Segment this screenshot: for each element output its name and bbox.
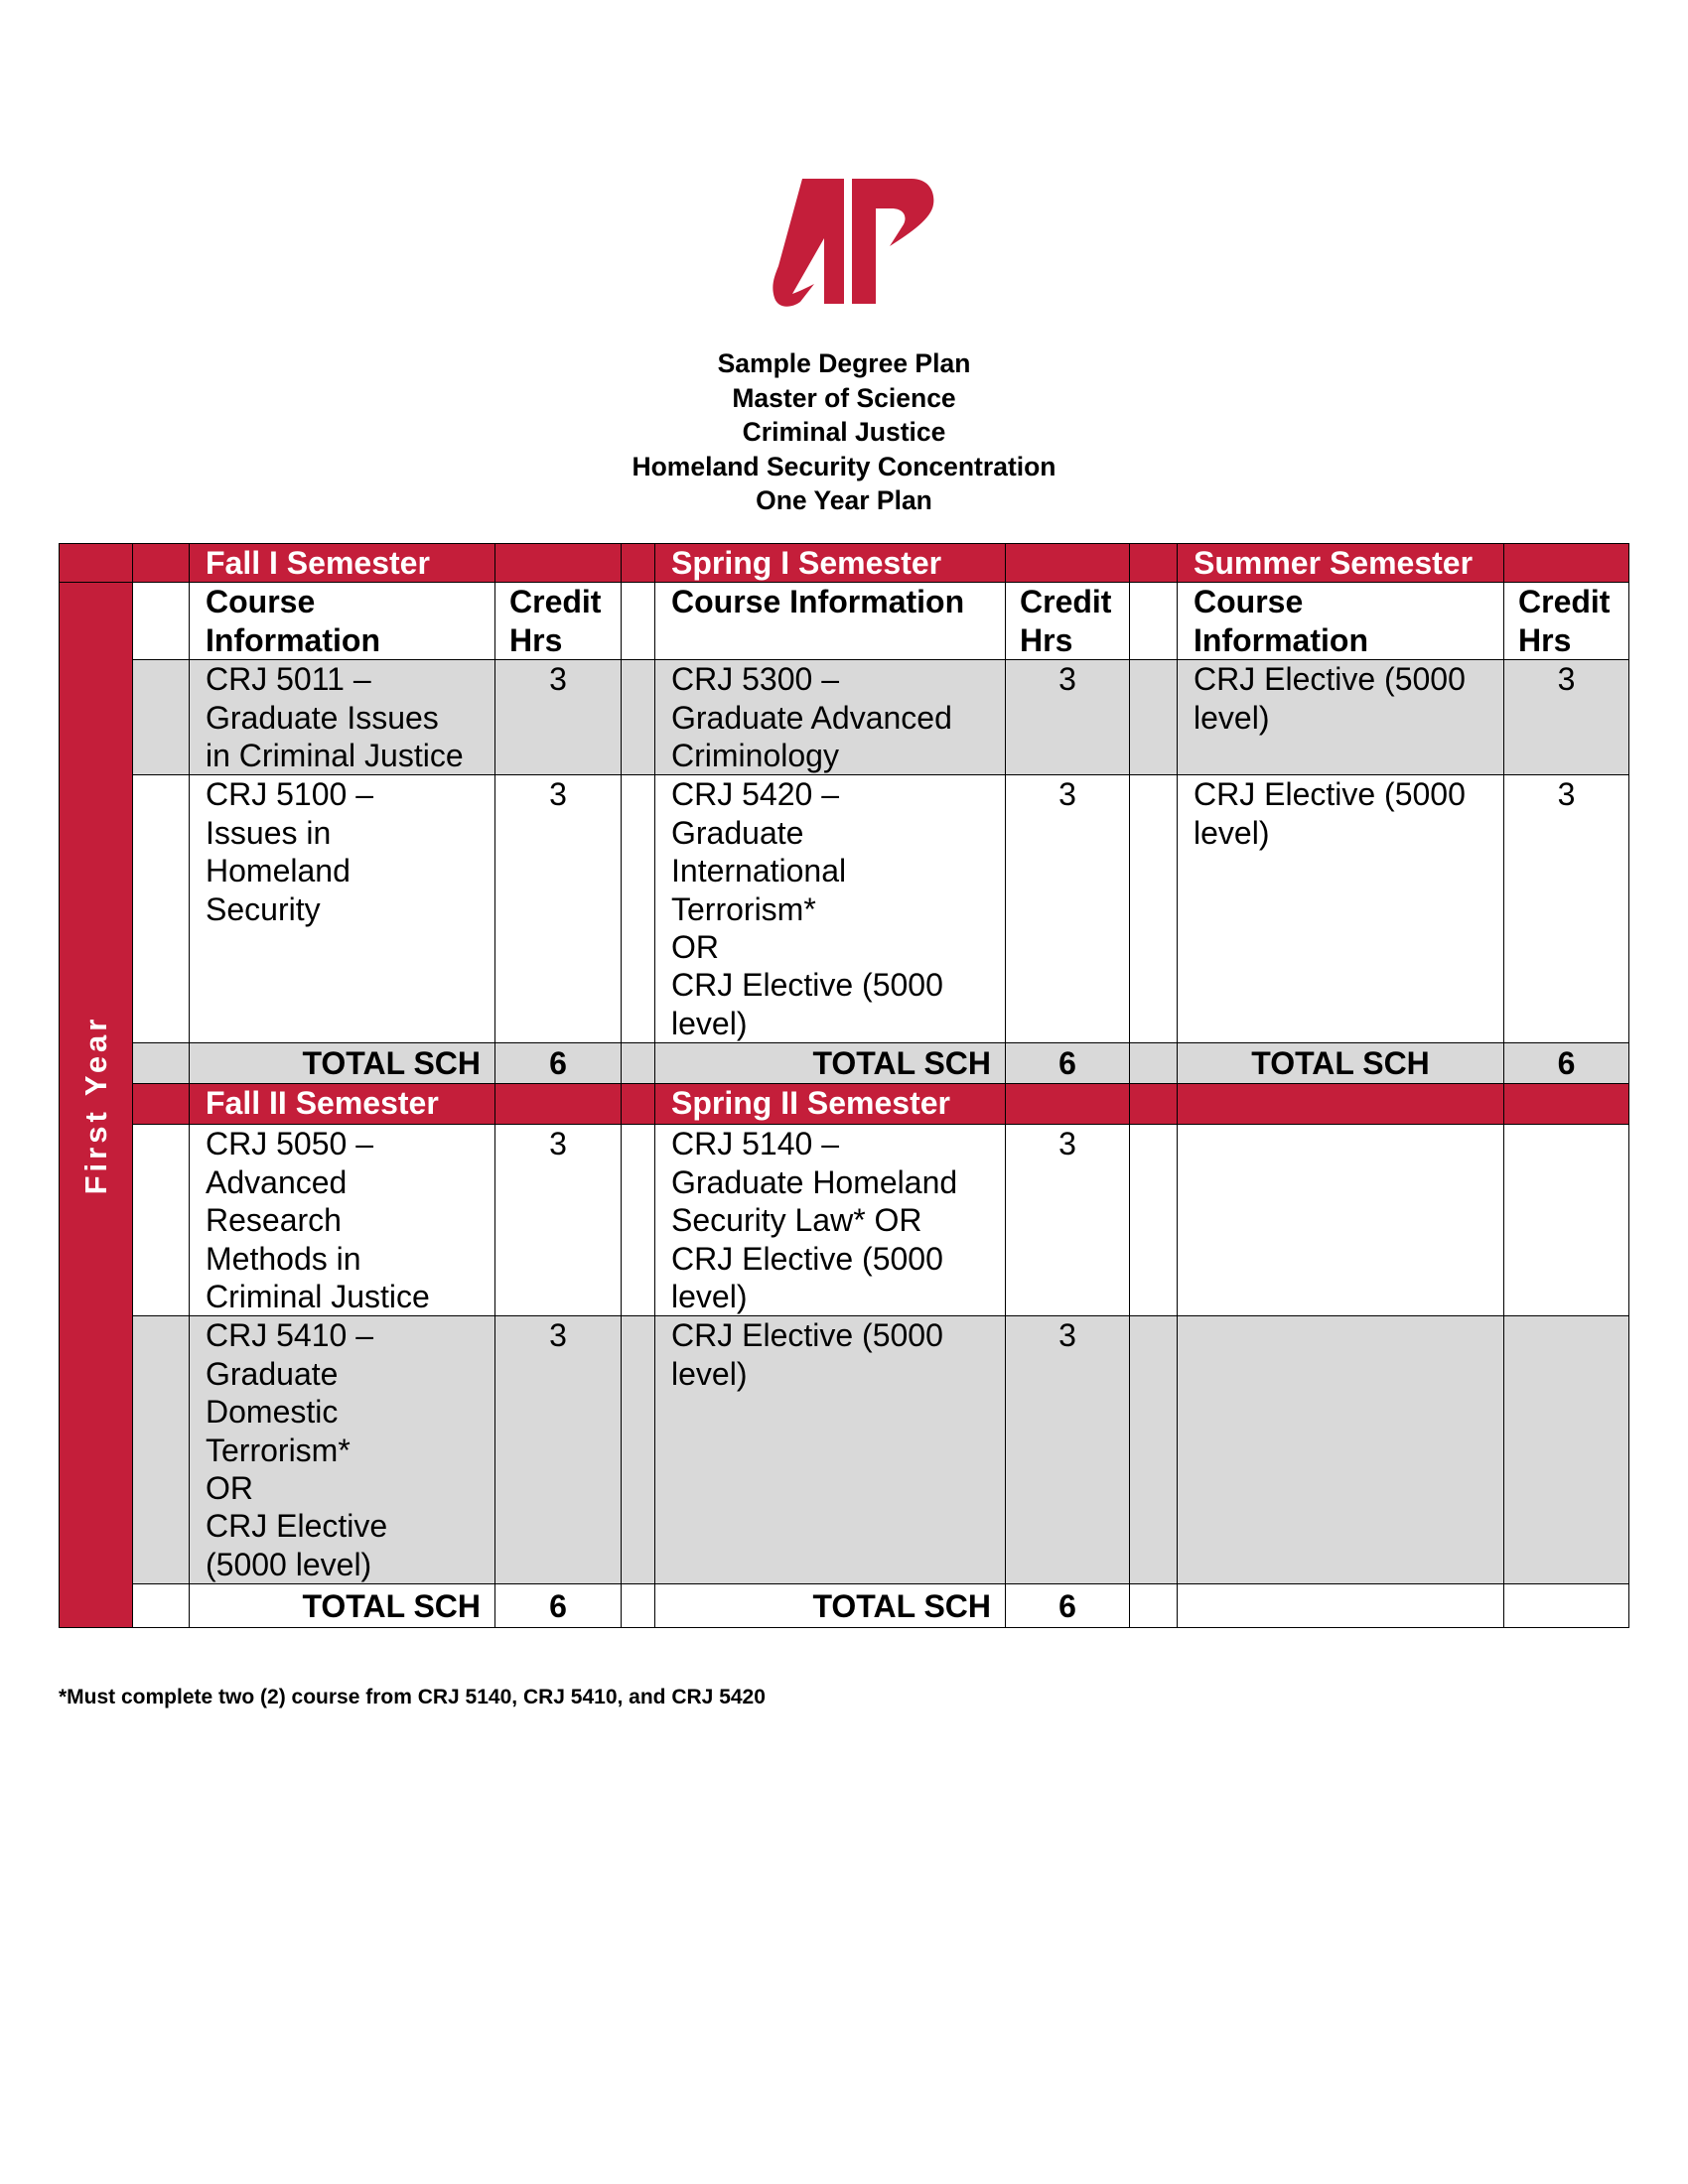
total-sch-label: TOTAL SCH (655, 1584, 1006, 1628)
empty-cell (622, 660, 655, 775)
header-line: Course (1194, 584, 1304, 620)
course-row (60, 660, 1629, 775)
summer-semester-header: Summer Semester (1178, 544, 1504, 583)
credit-cell: 3 (1006, 1125, 1130, 1316)
title-line-2: Master of Science (732, 382, 956, 413)
course-line: CRJ Elective (5000 (671, 1317, 943, 1354)
credit-cell: 3 (495, 1316, 622, 1584)
empty-cell (1504, 1316, 1629, 1584)
empty-cell (1178, 1084, 1504, 1125)
empty-cell (622, 583, 655, 660)
empty-cell (1178, 1125, 1504, 1316)
degree-plan-table (59, 543, 1629, 1628)
course-line: (5000 level) (206, 1546, 372, 1582)
header-line: Hrs (1518, 621, 1572, 658)
empty-cell (495, 1084, 622, 1125)
course-cell (655, 1125, 1006, 1316)
course-line: level) (671, 1005, 748, 1041)
total-sch-value: 6 (495, 1043, 622, 1084)
total-sch-label: TOTAL SCH (190, 1584, 495, 1628)
course-line: Terrorism* (206, 1432, 351, 1468)
title-line-5: One Year Plan (756, 485, 932, 516)
course-line: Graduate Homeland (671, 1163, 958, 1200)
course-line: Security (206, 890, 321, 927)
empty-cell (133, 660, 190, 775)
empty-cell (1504, 1084, 1629, 1125)
course-cell (1178, 775, 1504, 1043)
course-cell (655, 775, 1006, 1043)
empty-cell (133, 1125, 190, 1316)
course-cell (655, 660, 1006, 775)
course-line: CRJ 5100 – (206, 776, 373, 813)
course-line: level) (671, 1355, 748, 1392)
credit-cell: 3 (495, 660, 622, 775)
empty-cell (1504, 1584, 1629, 1628)
year-label-cell (60, 583, 133, 1628)
total-sch-label: TOTAL SCH (1178, 1043, 1504, 1084)
course-info-header: Course Information (655, 583, 1006, 660)
course-line: Graduate (671, 814, 804, 851)
course-line: CRJ Elective (206, 1508, 388, 1545)
course-line: in Criminal Justice (206, 738, 464, 774)
course-line: CRJ 5420 – (671, 776, 839, 813)
year-label: First Year (77, 1015, 113, 1195)
header-line: Hrs (1020, 621, 1073, 658)
empty-cell (622, 1125, 655, 1316)
course-line: OR (206, 1469, 253, 1506)
fall-2-semester-header: Fall II Semester (190, 1084, 495, 1125)
course-line: CRJ Elective (5000 (671, 1240, 943, 1277)
header-line: Credit (1518, 584, 1611, 620)
empty-cell (1130, 544, 1178, 583)
semester-header-row-top (60, 544, 1629, 583)
credit-hrs-header (495, 583, 622, 660)
empty-cell (1130, 1084, 1178, 1125)
course-line: Graduate (206, 1355, 339, 1392)
empty-cell (622, 1584, 655, 1628)
empty-cell (1504, 1125, 1629, 1316)
empty-cell (60, 544, 133, 583)
header-line: Credit (1020, 584, 1112, 620)
total-sch-value: 6 (1006, 1043, 1130, 1084)
total-sch-value: 6 (495, 1584, 622, 1628)
total-sch-value: 6 (1006, 1584, 1130, 1628)
course-line: Criminal Justice (206, 1278, 430, 1314)
empty-cell (1504, 544, 1629, 583)
empty-cell (1130, 775, 1178, 1043)
empty-cell (133, 1043, 190, 1084)
credit-cell: 3 (1006, 775, 1130, 1043)
empty-cell (1178, 1584, 1504, 1628)
course-cell (190, 1125, 495, 1316)
course-cell (190, 775, 495, 1043)
header-line: Course (206, 584, 316, 620)
empty-cell (133, 775, 190, 1043)
empty-cell (495, 544, 622, 583)
course-line: Graduate Issues (206, 699, 439, 736)
fall-1-semester-header: Fall I Semester (190, 544, 495, 583)
header-line: Information (206, 621, 380, 658)
course-row (60, 775, 1629, 1043)
course-line: International (671, 853, 847, 889)
credit-cell: 3 (1006, 660, 1130, 775)
empty-cell (622, 544, 655, 583)
course-line: Research (206, 1202, 342, 1239)
empty-cell (1006, 1084, 1130, 1125)
empty-cell (622, 1043, 655, 1084)
credit-hrs-header (1504, 583, 1629, 660)
course-line: Graduate Advanced (671, 699, 952, 736)
course-line: CRJ 5011 – (206, 661, 371, 698)
semester-header-row-bottom (60, 1084, 1629, 1125)
title-line-1: Sample Degree Plan (717, 348, 971, 378)
title-line-4: Homeland Security Concentration (632, 451, 1056, 481)
empty-cell (133, 1084, 190, 1125)
spring-2-semester-header: Spring II Semester (655, 1084, 1006, 1125)
course-cell (655, 1316, 1006, 1584)
credit-cell: 3 (495, 775, 622, 1043)
credit-cell: 3 (1504, 775, 1629, 1043)
header-line: Hrs (509, 621, 563, 658)
empty-cell (1130, 660, 1178, 775)
course-line: Issues in (206, 814, 332, 851)
course-info-header (190, 583, 495, 660)
title-line-3: Criminal Justice (742, 417, 946, 448)
empty-cell (1006, 544, 1130, 583)
empty-cell (1178, 1316, 1504, 1584)
document-title (0, 346, 1688, 518)
spring-1-semester-header: Spring I Semester (655, 544, 1006, 583)
course-cell (190, 660, 495, 775)
empty-cell (133, 1584, 190, 1628)
total-sch-label: TOTAL SCH (655, 1043, 1006, 1084)
course-line: Terrorism* (671, 890, 816, 927)
credit-cell: 3 (1504, 660, 1629, 775)
course-line: Homeland (206, 853, 351, 889)
course-line: level) (1194, 699, 1270, 736)
course-line: CRJ 5300 – (671, 661, 839, 698)
empty-cell (1130, 1125, 1178, 1316)
footnote: *Must complete two (2) course from CRJ 5140, CRJ 5410, and CRJ 5420 (59, 1686, 766, 1708)
total-row (60, 1043, 1629, 1084)
course-cell (190, 1316, 495, 1584)
credit-hrs-header (1006, 583, 1130, 660)
course-line: CRJ Elective (5000 (1194, 776, 1466, 813)
course-line: Security Law* OR (671, 1202, 922, 1239)
course-line: Criminology (671, 738, 839, 774)
course-line: Advanced (206, 1163, 348, 1200)
total-sch-label: TOTAL SCH (190, 1043, 495, 1084)
course-info-header (1178, 583, 1504, 660)
ap-logo-icon (753, 167, 941, 314)
empty-cell (622, 775, 655, 1043)
course-cell (1178, 660, 1504, 775)
header-line: Credit (509, 584, 602, 620)
credit-cell: 3 (1006, 1316, 1130, 1584)
empty-cell (622, 1084, 655, 1125)
empty-cell (1130, 1316, 1178, 1584)
course-line: level) (671, 1278, 748, 1314)
course-line: level) (1194, 814, 1270, 851)
header-line: Information (1194, 621, 1368, 658)
empty-cell (133, 1316, 190, 1584)
total-row (60, 1584, 1629, 1628)
column-header-row (60, 583, 1629, 660)
course-row (60, 1316, 1629, 1584)
course-line: CRJ 5140 – (671, 1126, 839, 1162)
course-line: Domestic (206, 1394, 339, 1431)
empty-cell (622, 1316, 655, 1584)
course-line: CRJ Elective (5000 (1194, 661, 1466, 698)
course-line: CRJ 5410 – (206, 1317, 373, 1354)
empty-cell (133, 544, 190, 583)
empty-cell (133, 583, 190, 660)
course-line: Methods in (206, 1240, 361, 1277)
total-sch-value: 6 (1504, 1043, 1629, 1084)
course-line: CRJ Elective (5000 (671, 967, 943, 1004)
course-line: CRJ 5050 – (206, 1126, 373, 1162)
credit-cell: 3 (495, 1125, 622, 1316)
course-line: OR (671, 929, 719, 966)
empty-cell (1130, 1043, 1178, 1084)
empty-cell (1130, 1584, 1178, 1628)
empty-cell (1130, 583, 1178, 660)
course-row (60, 1125, 1629, 1316)
